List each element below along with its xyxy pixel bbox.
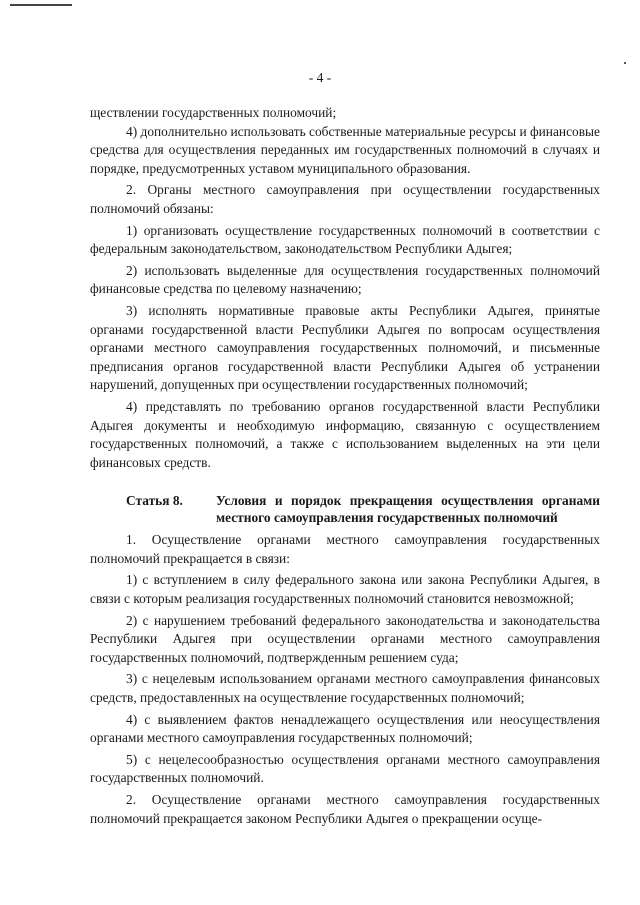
paragraph: 1) с вступлением в силу федерального закона или закона Республики Адыгея, в связи с которым реализация государственных полномочий становится невозможной; xyxy=(90,572,600,607)
paragraph: 2) с нарушением требований федерального законодательства и законодательства Республики Адыгея при осуществлении органами местного самоуправления государственных полномочий, подтвержденным решением суда; xyxy=(90,612,600,665)
article-heading xyxy=(90,492,600,526)
paragraph: 3) исполнять нормативные правовые акты Республики Адыгея, принятые органами государственной власти Республики Адыгея по вопросам осуществления органами местного самоуправления государственных полномочий, и письменные предписания органов государственной власти Республики Адыгея об устранении нарушений, допущенных при осуществлении государственных полномочий; xyxy=(90,302,600,393)
paragraph: 2. Осуществление органами местного самоуправления государственных полномочий прекращается законом Республики Адыгея о прекращении осуще- xyxy=(90,792,600,826)
paragraph: 2) использовать выделенные для осуществления государственных полномочий финансовые средства по целевому назначению; xyxy=(90,262,600,297)
paragraph: 4) представлять по требованию органов государственной власти Республики Адыгея документы и необходимую информацию, связанную с осуществлением государственных полномочий, а также с использованием выделенных на эти цели финансовых средств. xyxy=(90,398,600,470)
paragraph: 1. Осуществление органами местного самоуправления государственных полномочий прекращается в связи: xyxy=(90,532,600,566)
paragraph: 4) с выявлением фактов ненадлежащего осуществления или неосуществления органами местного самоуправления государственных полномочий; xyxy=(90,711,600,746)
page-number: - 4 - xyxy=(308,70,332,85)
paragraph: ществлении государственных полномочий; xyxy=(90,105,337,120)
paragraph: 1) организовать осуществление государственных полномочий в соответствии с федеральным законодательством, законодательством Республики Адыгея; xyxy=(90,222,600,257)
article-title: Условия и порядок прекращения осуществления органами местного самоуправления государственных полномочий xyxy=(216,493,600,526)
paragraph: 2. Органы местного самоуправления при осуществлении государственных полномочий обязаны: xyxy=(90,182,600,216)
scan-mark xyxy=(624,62,626,64)
header-rule xyxy=(10,4,72,6)
paragraph: 5) с нецелесообразностью осуществления органами местного самоуправления государственных полномочий. xyxy=(90,751,600,786)
article-label: Статья 8. xyxy=(126,493,183,509)
document-body xyxy=(90,104,600,828)
paragraph: 3) с нецелевым использованием органами местного самоуправления финансовых средств, предоставленных на осуществление государственных полномочий; xyxy=(90,671,600,706)
paragraph: 4) дополнительно использовать собственные материальные ресурсы и финансовые средства для осуществления переданных им государственных полномочий в случаях и порядке, предусмотренных уставом муниципального образования. xyxy=(90,123,600,176)
